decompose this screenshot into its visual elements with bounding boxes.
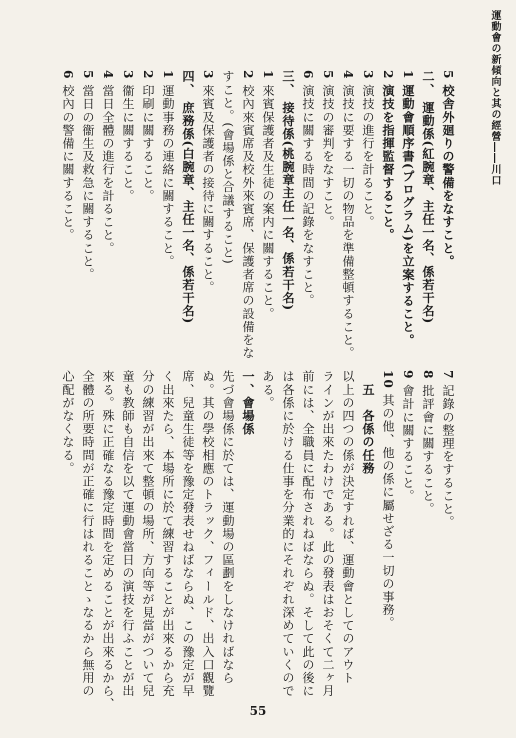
text-column	[338, 370, 358, 711]
item-number: 1	[401, 70, 415, 80]
column-text: 以上の四つの係が決定すれば、運動會としてのアウト	[341, 370, 355, 685]
item-number: 2	[241, 70, 255, 80]
text-column	[398, 370, 418, 711]
item-number: 二、	[421, 70, 435, 97]
column-text: 演技に關する時間の記錄をなすこと。	[301, 84, 315, 308]
column-text: 接待係(桃腕章主任一名、係若干名)	[281, 101, 295, 312]
text-column	[138, 70, 158, 360]
column-text: 校舎外廻りの警備をなすこと。	[441, 84, 455, 268]
text-column	[318, 70, 338, 360]
text-column	[218, 370, 238, 711]
item-number: 3	[121, 70, 135, 80]
text-column	[398, 70, 418, 360]
text-column	[418, 70, 438, 360]
column-text: 衞生に關すること。	[121, 84, 135, 203]
text-column	[198, 70, 218, 360]
column-text: 心配がなくなる。	[61, 370, 75, 475]
item-number: 2	[141, 70, 155, 80]
item-number: 5	[321, 70, 335, 80]
item-number: 5	[81, 70, 95, 80]
column-text: 其の他、他の係に屬せざる一切の事務。	[381, 393, 395, 630]
column-text: 運動會順序書(プログラム)を立案すること。	[401, 84, 415, 347]
column-text: 運動事務の連絡に關すること。	[161, 84, 175, 268]
text-column	[318, 370, 338, 711]
item-number: 8	[421, 370, 435, 380]
column-text: は各係に於ける仕事を分業的にそれぞれ深めていくので	[281, 370, 295, 698]
text-column	[78, 370, 98, 711]
text-column	[98, 70, 118, 360]
item-number: 4	[101, 70, 115, 80]
text-column	[158, 370, 178, 711]
text-column	[138, 370, 158, 711]
text-column	[118, 70, 138, 360]
text-column	[218, 70, 238, 360]
text-column	[378, 370, 398, 711]
column-text: 當日全體の進行を計ること。	[101, 84, 115, 255]
item-number: 5	[441, 70, 455, 80]
column-text: 先づ會場係に於ては、運動場の區劃をしなければなら	[221, 370, 235, 685]
text-column	[258, 70, 278, 360]
text-column	[238, 70, 258, 360]
text-column	[438, 70, 458, 360]
item-number: 6	[61, 70, 75, 80]
text-column	[358, 70, 378, 360]
text-column	[298, 70, 318, 360]
column-text: 全體の所要時間が正確に行はれることゝなるから無用の	[81, 370, 95, 698]
column-text: 一、會場係	[241, 370, 255, 436]
item-number: 1	[261, 70, 275, 80]
item-number: 6	[301, 70, 315, 80]
running-head: 運動會の新傾向と其の經營――川口	[489, 10, 500, 186]
text-column	[178, 70, 198, 360]
column-text: 演技を指揮監督すること。	[381, 84, 395, 242]
column-text: 五 各係の任務	[361, 370, 375, 475]
text-column	[378, 70, 398, 360]
column-text: 前には、全職員に配布されねばならぬ。そして此の後に	[301, 370, 315, 698]
text-column	[418, 370, 438, 711]
column-text: 會計に關すること。	[401, 384, 415, 503]
column-text: すこと。(會場係と合議すること)	[221, 70, 235, 265]
item-number: 三、	[281, 70, 295, 97]
text-column	[278, 370, 298, 711]
item-number: 3	[201, 70, 215, 80]
column-text: 來賓及保護者の接待に關すること。	[201, 84, 215, 294]
text-column	[178, 370, 198, 711]
column-text: 當日の衞生及救急に關すること。	[81, 84, 95, 281]
column-text: 分の練習が出來て整頓の場所、方向等が見當がついて兒	[141, 370, 155, 698]
item-number: 7	[441, 370, 455, 380]
column-text: 庶務係(白腕章、主任一名、係若干名)	[181, 101, 195, 325]
column-text: 校內の警備に關すること。	[61, 84, 75, 242]
item-number: 1	[161, 70, 175, 80]
page-number: 55	[249, 704, 267, 718]
text-column	[278, 70, 298, 360]
column-text: 童も教師も自信を以て運動會當日の演技を行ふことが出	[121, 370, 135, 698]
text-column	[358, 370, 378, 711]
column-text: 演技の進行を計ること。	[361, 84, 375, 229]
column-text: く出來たら、本場所に於て練習することが出來るから充	[161, 370, 175, 698]
text-column	[58, 370, 78, 711]
column-text: 席、兒童生徒等を豫定發表せねばならぬ、この豫定が早	[181, 370, 195, 698]
column-text: 來賓保護者及生徒の案内に關すること。	[261, 84, 275, 321]
column-text: 運動係(紅腕章、主任一名、係若干名)	[421, 101, 435, 325]
text-column	[258, 370, 278, 711]
column-text: 演技に要する一切の物品を準備整頓すること。	[341, 84, 355, 360]
text-column	[298, 370, 318, 711]
column-text: 來る。殊に正確なる豫定時間を定めることが出來るから、	[101, 370, 115, 711]
item-number: 4	[341, 70, 355, 80]
text-column	[118, 370, 138, 711]
column-text: 記錄の整理をすること。	[441, 384, 455, 529]
item-number: 3	[361, 70, 375, 80]
text-column	[58, 70, 78, 360]
text-column	[198, 370, 218, 711]
text-column	[158, 70, 178, 360]
item-number: 9	[401, 370, 415, 380]
column-text: 校內來賓席及校外來賓席、保護者席の設備をな	[241, 84, 255, 360]
item-number: 2	[381, 70, 395, 80]
text-column	[98, 370, 118, 711]
lower-section	[58, 370, 458, 711]
text-column	[78, 70, 98, 360]
text-column	[438, 370, 458, 711]
upper-section	[58, 70, 458, 360]
column-text: 批評會に關すること。	[421, 384, 435, 516]
column-text: 印刷に關すること。	[141, 84, 155, 203]
column-text: 演技の審判をなすこと。	[321, 84, 335, 229]
column-text: ある。	[261, 370, 275, 410]
item-number: 四、	[181, 70, 195, 97]
text-column	[338, 70, 358, 360]
column-text: ラインが出來たわけである。此の發表はおそくて二ヶ月	[321, 370, 335, 698]
text-column	[238, 370, 258, 711]
column-text: ぬ。其の學校相應のトラック、フィールド、出入口觀覽	[201, 370, 215, 698]
item-number: 10	[381, 370, 395, 389]
